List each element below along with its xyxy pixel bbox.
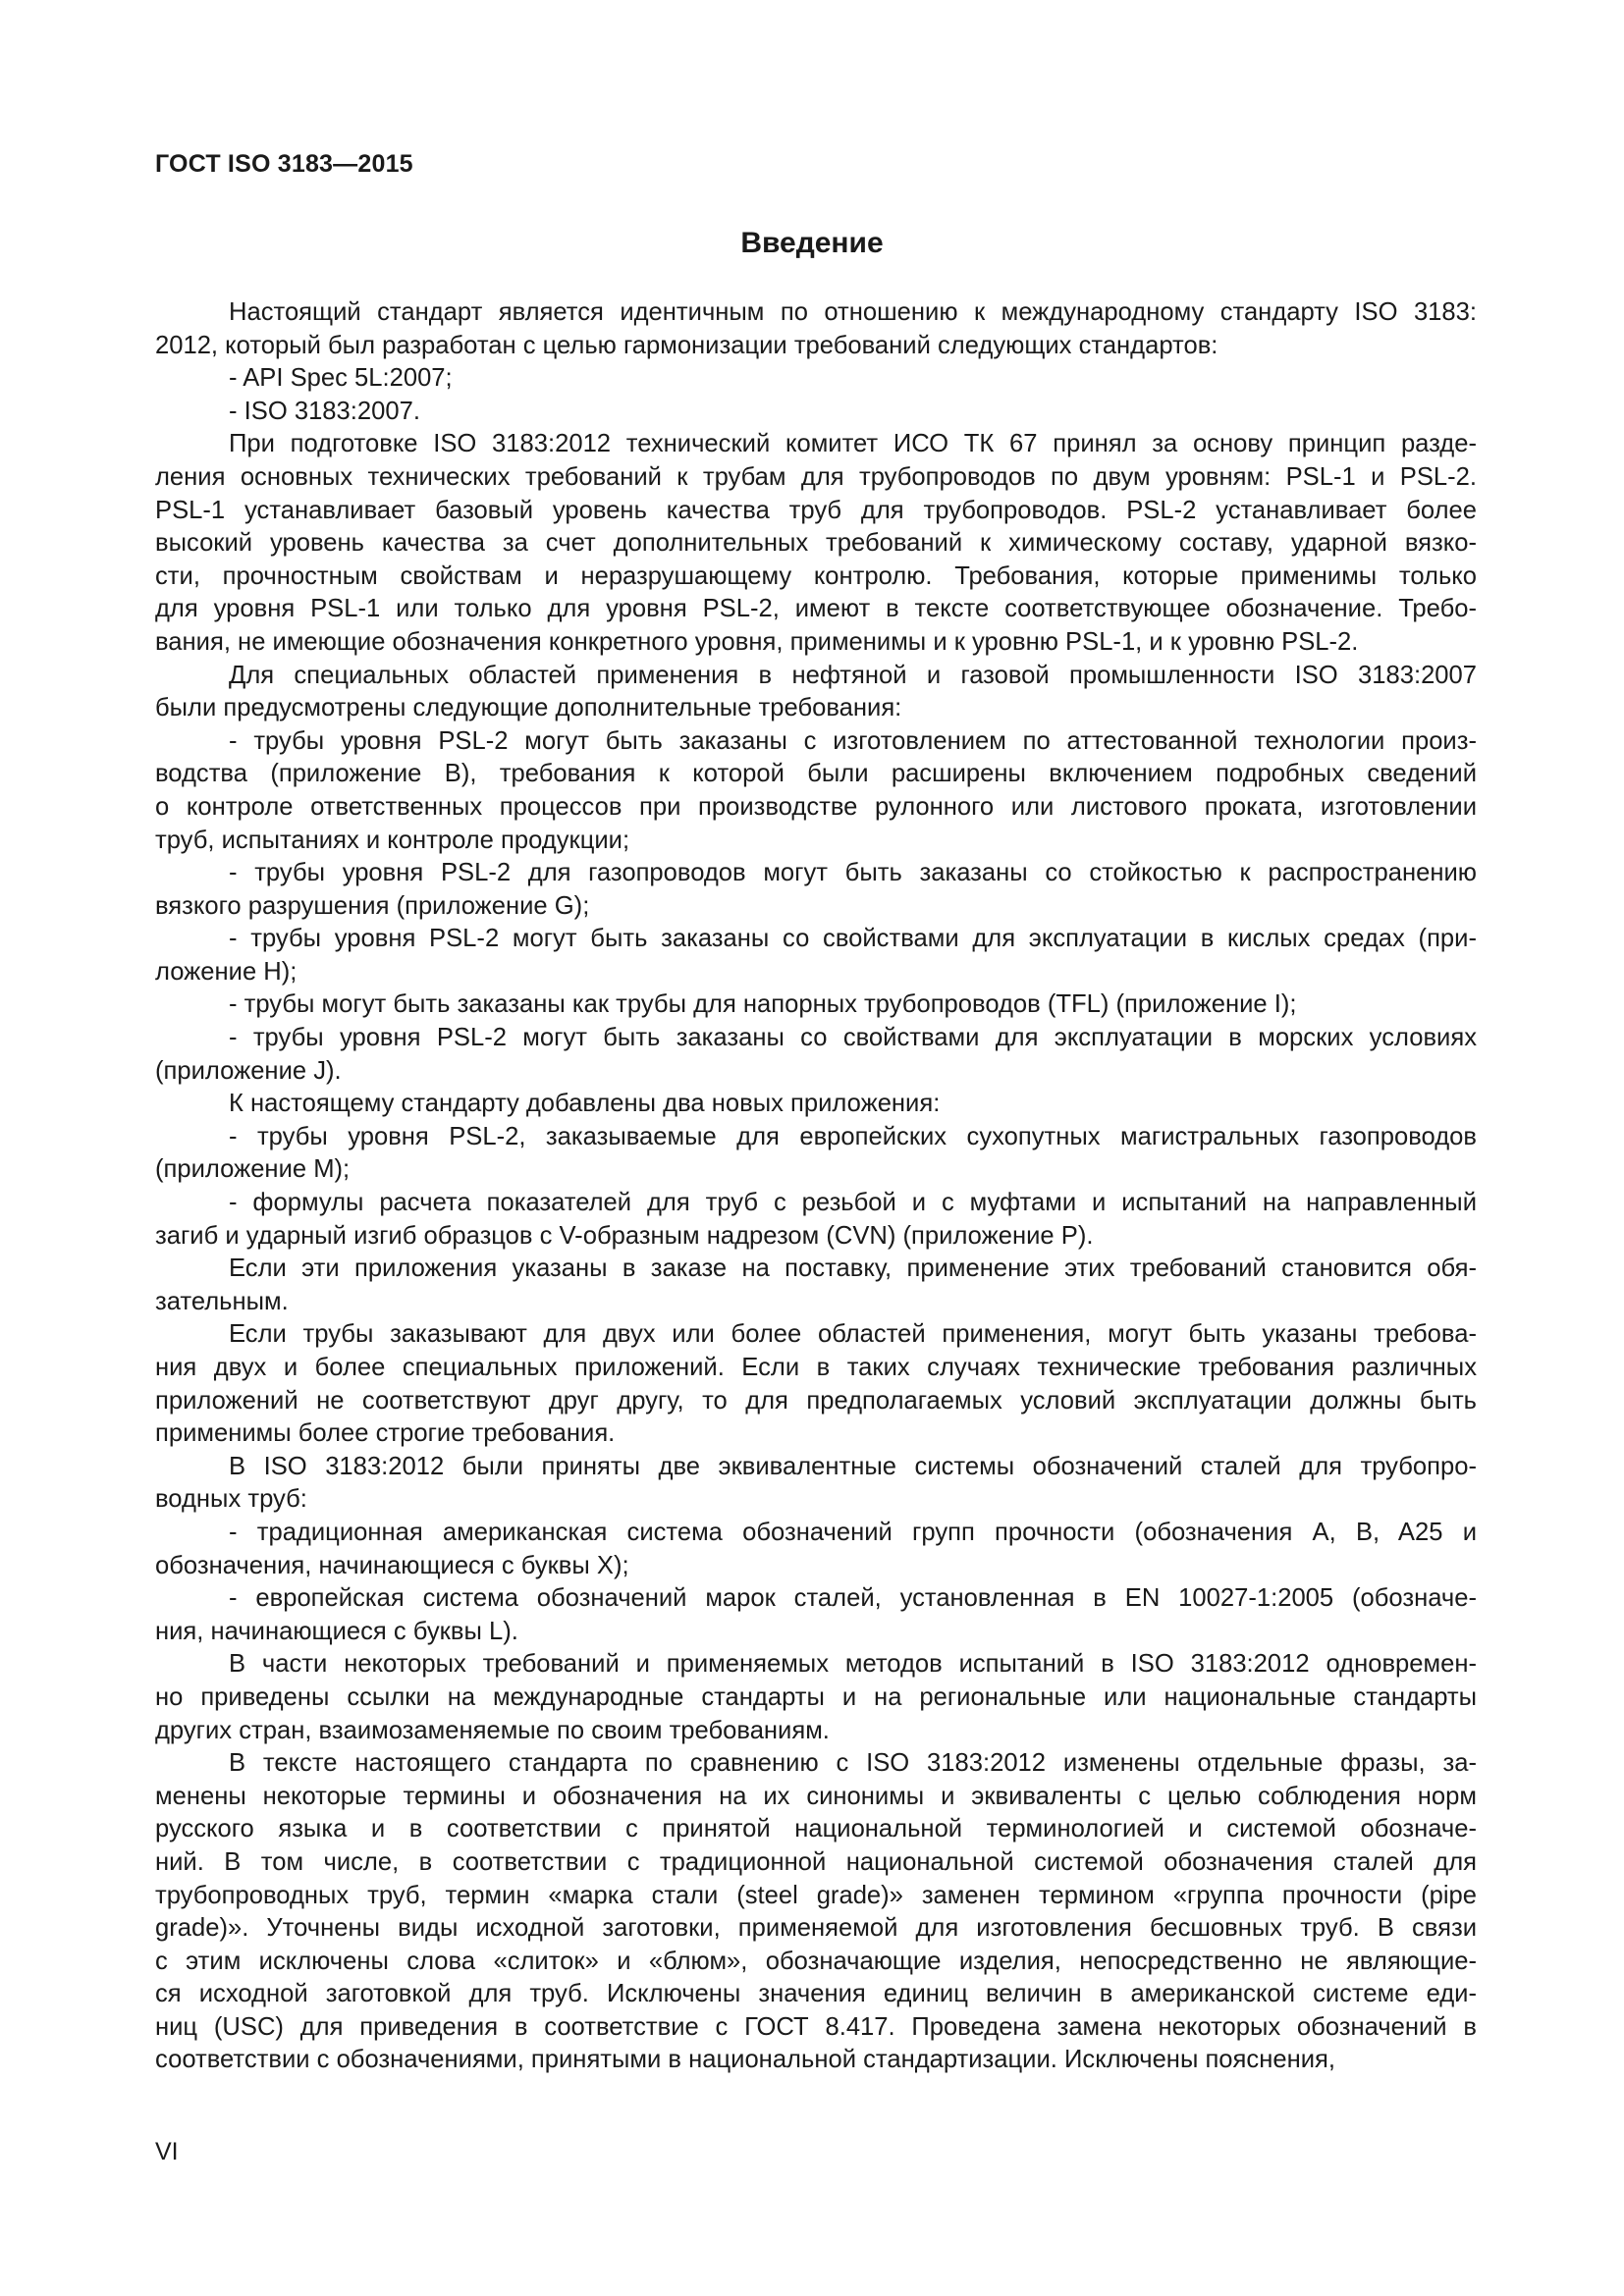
text-line: обозначения, начинающиеся с буквы X); xyxy=(155,1551,629,1579)
text-line: 2012, который был разработан с целью гармонизации требований следующих стандартов: xyxy=(155,331,1218,359)
paragraph xyxy=(155,1121,1477,1187)
text-line: для уровня PSL-1 или только для уровня PSL-2, имеют в тексте соответствующее обозначение. Требо- xyxy=(155,595,1477,623)
text-line: труб, испытаниях и контроле продукции; xyxy=(155,826,630,854)
text-line: приложений не соответствуют друг другу, то для предполагаемых условий эксплуатации должны быть xyxy=(155,1386,1477,1415)
text-line: grade)». Уточнены виды исходной заготовки, применяемой для изготовления бесшовных труб. В связи xyxy=(155,1914,1477,1943)
text-line: - трубы могут быть заказаны как трубы для напорных трубопроводов (TFL) (приложение I); xyxy=(229,990,1297,1019)
text-line: соответствии с обозначениями, принятыми в национальной стандартизации. Исключены пояснения, xyxy=(155,2046,1335,2074)
text-line: ния, начинающиеся с буквы L). xyxy=(155,1617,518,1645)
paragraph xyxy=(155,857,1477,923)
text-line: (приложение M); xyxy=(155,1155,351,1184)
section-title: Введение xyxy=(740,227,884,259)
document-header: ГОСТ ISO 3183—2015 xyxy=(155,150,413,178)
text-line: применимы более строгие требования. xyxy=(155,1419,616,1448)
text-line: ления основных технических требований к трубам для трубопроводов по двум уровням: PSL-1 и PSL-2. xyxy=(155,462,1477,491)
text-line: других стран, взаимозаменяемые по своим требованиям. xyxy=(155,1716,830,1744)
text-line: PSL-1 устанавливает базовый уровень качества труб для трубопроводов. PSL-2 устанавливает более xyxy=(155,496,1477,524)
paragraph xyxy=(155,296,1477,362)
text-line: с этим исключены слова «слиток» и «блюм», обозначающие изделия, непосредственно не являющие- xyxy=(155,1947,1477,1975)
text-line: зательным. xyxy=(155,1287,289,1315)
text-line: вязкого разрушения (приложение G); xyxy=(155,891,590,920)
paragraph xyxy=(155,1747,1477,2077)
text-line: - трубы уровня PSL-2 могут быть заказаны со свойствами для эксплуатации в морских условиях xyxy=(229,1024,1477,1052)
text-line: Если эти приложения указаны в заказе на поставку, применение этих требований становится обя- xyxy=(229,1255,1477,1283)
text-line: - европейская система обозначений марок сталей, установленная в EN 10027-1:2005 (обозначе- xyxy=(229,1584,1477,1613)
text-line: Если трубы заказывают для двух или более областей применения, могут быть указаны требова- xyxy=(229,1320,1477,1349)
text-line: Настоящий стандарт является идентичным по отношению к международному стандарту ISO 3183: xyxy=(229,298,1477,326)
text-line: В части некоторых требований и применяемых методов испытаний в ISO 3183:2012 одновремен- xyxy=(229,1650,1477,1679)
text-line: были предусмотрены следующие дополнительные требования: xyxy=(155,694,902,722)
paragraph xyxy=(195,362,1477,396)
paragraph xyxy=(155,1187,1477,1253)
text-line: - трубы уровня PSL-2 для газопроводов могут быть заказаны со стойкостью к распространению xyxy=(229,859,1477,887)
text-line: вания, не имеющие обозначения конкретного уровня, применимы и к уровню PSL-1, и к уровню PSL-2. xyxy=(155,627,1359,656)
text-line: ся исходной заготовкой для труб. Исключены значения единиц величин в американской системе еди- xyxy=(155,1980,1477,2008)
page-number: VI xyxy=(155,2138,179,2165)
text-line: В ISO 3183:2012 были приняты две эквивалентные системы обозначений сталей для трубопро- xyxy=(229,1452,1477,1480)
text-line: К настоящему стандарту добавлены два новых приложения: xyxy=(229,1090,941,1118)
text-line: В тексте настоящего стандарта по сравнению с ISO 3183:2012 изменены отдельные фразы, за- xyxy=(229,1749,1477,1778)
paragraph xyxy=(155,923,1477,988)
text-line: ния двух и более специальных приложений. Если в таких случаях технические требования различных xyxy=(155,1354,1477,1381)
text-line: - ISO 3183:2007. xyxy=(229,397,420,425)
text-line: Для специальных областей применения в нефтяной и газовой промышленности ISO 3183:2007 xyxy=(229,661,1477,689)
text-line: - трубы уровня PSL-2 могут быть заказаны с изготовлением по аттестованной технологии произ- xyxy=(229,726,1477,755)
paragraph xyxy=(155,1648,1477,1747)
text-line: (приложение J). xyxy=(155,1056,342,1085)
paragraph xyxy=(155,1582,1477,1648)
text-line: водства (приложение B), требования к которой были расширены включением подробных сведений xyxy=(155,760,1477,788)
paragraph xyxy=(155,428,1477,659)
text-line: менены некоторые термины и обозначения на их синонимы и эквиваленты с целью соблюдения норм xyxy=(155,1782,1477,1810)
text-line: - API Spec 5L:2007; xyxy=(229,364,453,393)
text-line: - традиционная американская система обозначений групп прочности (обозначения A, B, A25 и xyxy=(229,1518,1477,1546)
paragraph xyxy=(155,1253,1477,1318)
text-line: При подготовке ISO 3183:2012 технический комитет ИСО ТК 67 принял за основу принцип разде- xyxy=(229,430,1477,458)
text-line: - формулы расчета показателей для труб с резьбой и с муфтами и испытаний на направленный xyxy=(229,1189,1477,1217)
text-line: сти, прочностным свойствам и неразрушающему контролю. Требования, которые применимы только xyxy=(155,561,1477,590)
paragraph xyxy=(155,660,1477,725)
paragraph xyxy=(195,988,1477,1022)
text-line: русского языка и в соответствии с принятой национальной терминологией и системой обозначе- xyxy=(155,1815,1477,1843)
text-line: загиб и ударный изгиб образцов с V-образным надрезом (CVN) (приложение P). xyxy=(155,1221,1094,1250)
text-line: высокий уровень качества за счет дополнительных требований к химическому составу, ударной вязко- xyxy=(155,529,1477,558)
text-line: ниц (USC) для приведения в соответствие с ГОСТ 8.417. Проведена замена некоторых обозначений в xyxy=(155,2012,1477,2041)
body-text xyxy=(155,296,1477,2077)
paragraph xyxy=(155,1451,1477,1517)
text-line: но приведены ссылки на международные стандарты и на региональные или национальные стандарты xyxy=(155,1682,1477,1711)
paragraph xyxy=(195,1088,1477,1121)
paragraph xyxy=(155,1517,1477,1582)
text-line: - трубы уровня PSL-2, заказываемые для европейских сухопутных магистральных газопроводов xyxy=(229,1122,1477,1150)
text-line: о контроле ответственных процессов при производстве рулонного или листового проката, изготовлении xyxy=(155,792,1477,821)
text-line: ний. В том числе, в соответствии с традиционной национальной системой обозначения сталей для xyxy=(155,1847,1477,1876)
paragraph xyxy=(155,1318,1477,1450)
text-line: водных труб: xyxy=(155,1485,307,1514)
text-line: ложение H); xyxy=(155,957,298,986)
paragraph xyxy=(155,1022,1477,1088)
text-line: - трубы уровня PSL-2 могут быть заказаны со свойствами для эксплуатации в кислых средах (при- xyxy=(229,925,1477,953)
text-line: трубопроводных труб, термин «марка стали (steel grade)» заменен термином «группа прочности (pipe xyxy=(155,1881,1477,1909)
paragraph xyxy=(195,396,1477,429)
paragraph xyxy=(155,725,1477,857)
